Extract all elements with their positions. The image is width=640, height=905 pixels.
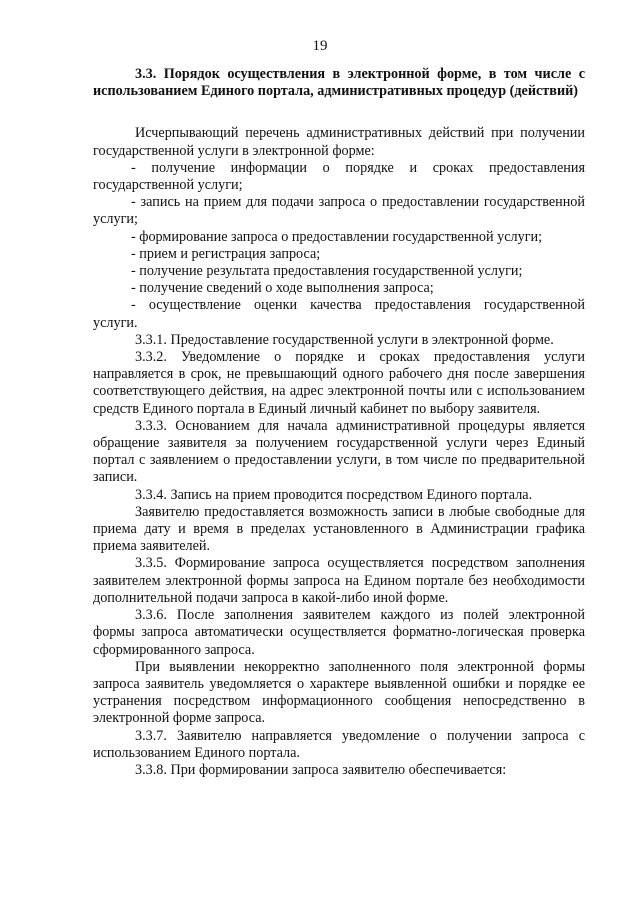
page-number: 19 [312,38,328,54]
paragraph-3-3-6: 3.3.6. После заполнения заявителем каждого из полей электронной формы запроса автоматически осуществляется форматно-логическая проверка сформированного запроса. [93,607,585,658]
section-heading: 3.3. Порядок осуществления в электронной форме, в том числе с использованием Единого портала, административных процедур (действий) [93,66,585,100]
list-item: - формирование запроса о предоставлении государственной услуги; [131,228,543,245]
intro-paragraph: Исчерпывающий перечень административных действий при получении государственной услуги в электронной форме: [93,125,585,159]
paragraph-error-notice: При выявлении некорректно заполненного поля электронной формы запроса заявитель уведомляется о характере выявленной ошибки и порядке ее устранения посредством информационного сообщения непосредственно в электронной форме запроса. [93,658,585,727]
paragraph-3-3-8: 3.3.8. При формировании запроса заявителю обеспечивается: [135,761,507,778]
list-item: - получение сведений о ходе выполнения запроса; [131,280,434,297]
paragraph-3-3-7: 3.3.7. Заявителю направляется уведомление о получении запроса с использованием Единого портала. [93,727,585,761]
document-body [93,66,585,779]
paragraph-3-3-4: 3.3.4. Запись на прием проводится посредством Единого портала. [135,486,533,503]
list-item: - получение информации о порядке и сроках предоставления государственной услуги; [93,159,585,194]
paragraph-3-3-2: 3.3.2. Уведомление о порядке и сроках предоставления услуги направляется в срок, не превышающий одного рабочего дня после завершения соответствующего действия, на адрес электронной почты или с использованием средств Единого портала в Единый личный кабинет по выбору заявителя. [93,349,585,417]
list-item: - получение результата предоставления государственной услуги; [131,263,523,280]
list-item: - запись на прием для подачи запроса о предоставлении государственной услуги; [93,194,585,228]
paragraph-3-3-1: 3.3.1. Предоставление государственной услуги в электронной форме. [135,331,554,348]
paragraph-booking-options: Заявителю предоставляется возможность записи в любые свободные для приема дату и время в пределах установленного в Администрации графика приема заявителей. [93,503,585,555]
list-item: - прием и регистрация запроса; [131,245,321,262]
list-item: - осуществление оценки качества предоставления государственной услуги. [93,297,585,331]
paragraph-3-3-3: 3.3.3. Основанием для начала административной процедуры является обращение заявителя за получением государственной услуги через Единый портал с заявлением о предоставлении услуги, в том числе по предварительной записи. [93,417,585,486]
paragraph-3-3-5: 3.3.5. Формирование запроса осуществляется посредством заполнения заявителем электронной формы запроса на Едином портале без необходимости дополнительной подачи запроса в какой-либо иной форме. [93,555,585,606]
